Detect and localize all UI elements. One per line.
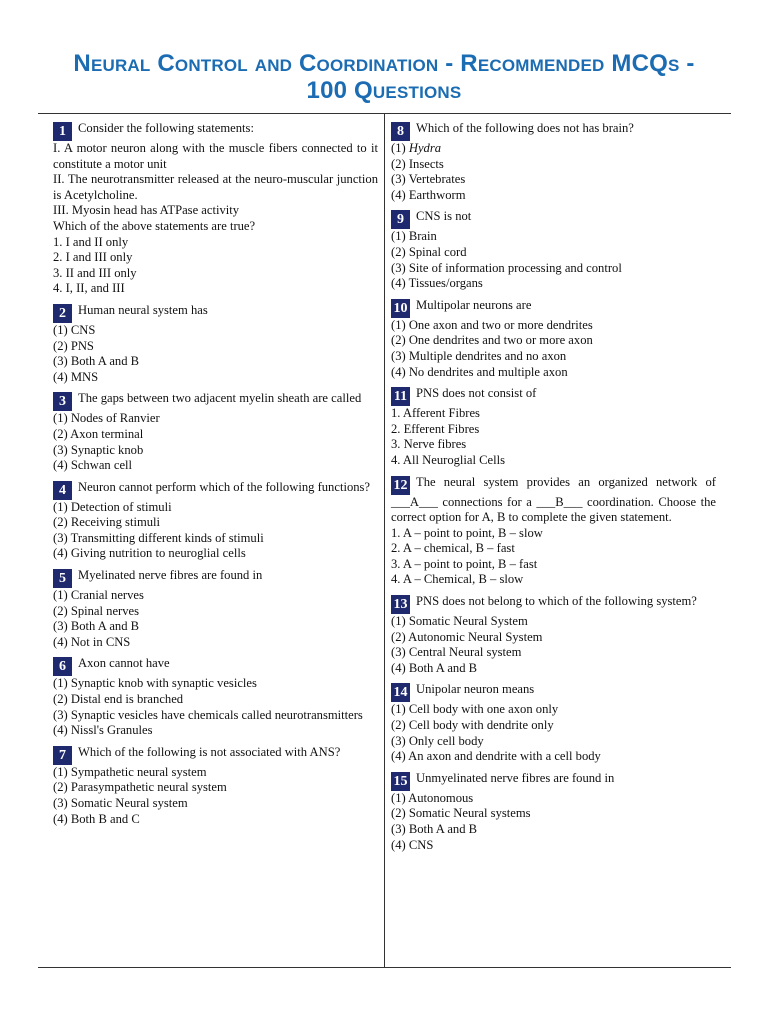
option: (1) Autonomous	[391, 790, 474, 805]
option: 2. Efferent Fibres	[391, 421, 480, 436]
title-line-1: Neural Control and Coordination - Recommended MCQs -	[73, 50, 695, 77]
title-line-2: 100 Questions	[306, 77, 462, 104]
question-number: 6	[53, 657, 72, 676]
option: 4. A – Chemical, B – slow	[391, 572, 524, 587]
option: (4) CNS	[391, 837, 434, 852]
option: (3) Both A and B	[53, 354, 140, 369]
option: (2) Spinal cord	[391, 244, 467, 259]
option: (3) Somatic Neural system	[53, 796, 188, 810]
option: (3) Both A and B	[53, 619, 140, 634]
question-9	[391, 209, 716, 291]
option: (2) Parasympathetic neural system	[53, 780, 227, 795]
question-4	[53, 480, 378, 562]
option: (2) Insects	[391, 156, 444, 171]
option: (2) Cell body with dendrite only	[391, 718, 554, 733]
option: (4) Both A and B	[391, 660, 478, 675]
column-divider	[384, 113, 385, 967]
question-stem: CNS is not	[416, 209, 472, 224]
question-stem: Human neural system has	[78, 302, 208, 317]
option: (4) Not in CNS	[53, 634, 131, 649]
question-number: 10	[391, 299, 410, 318]
option: (2) Receiving stimuli	[53, 515, 161, 530]
question-number: 5	[53, 569, 72, 588]
question-stem: Multipolar neurons are	[416, 297, 532, 312]
option: (1) Cell body with one axon only	[391, 702, 559, 717]
question-number: 8	[391, 122, 410, 141]
question-7	[53, 745, 378, 827]
option: (1) CNS	[53, 322, 96, 337]
option: (4) Both B and C	[53, 811, 140, 826]
question-number: 15	[391, 772, 410, 791]
statement: I. A motor neuron along with the muscle fibers connected to it constitute a motor unit	[53, 141, 378, 171]
question-stem: PNS does not belong to which of the following system?	[416, 594, 697, 609]
option: (4) Earthworm	[391, 187, 466, 202]
bottom-rule	[38, 967, 731, 968]
question-number: 3	[53, 392, 72, 411]
option: (1) Sympathetic neural system	[53, 764, 207, 779]
option: (3) Central Neural system	[391, 645, 522, 660]
question-stem: The neural system provides an organized network of ___A___ connections for a ___B___ coordination. Choose the correct option for A, B to complete the given statement.	[391, 474, 716, 525]
option: (3) Both A and B	[391, 822, 478, 836]
option: 4. I, II, and III	[53, 281, 125, 296]
question-1	[53, 121, 378, 297]
option: (3) Transmitting different kinds of stimuli	[53, 530, 264, 545]
option: (2) Spinal nerves	[53, 603, 140, 618]
question-15	[391, 771, 716, 853]
question-stem: Myelinated nerve fibres are found in	[78, 568, 263, 583]
statement: II. The neurotransmitter released at the neuro-muscular junction is Acetylcholine.	[53, 172, 378, 202]
option: (3) Multiple dendrites and no axon	[391, 348, 567, 363]
option: (1) One axon and two or more dendrites	[391, 317, 593, 332]
option: (1) Somatic Neural System	[391, 614, 528, 629]
option: (4) MNS	[53, 369, 99, 384]
option: 3. II and III only	[53, 265, 137, 280]
option: (1) Synaptic knob with synaptic vesicles	[53, 676, 257, 691]
option: (2) One dendrites and two or more axon	[391, 333, 593, 348]
question-10	[391, 298, 716, 380]
option: (3) Synaptic vesicles have chemicals called neurotransmitters	[53, 707, 363, 722]
option: (1) Cranial nerves	[53, 588, 144, 603]
question-number: 12	[391, 476, 410, 495]
question-number: 7	[53, 746, 72, 765]
option: 1. I and II only	[53, 234, 129, 249]
question-number: 9	[391, 210, 410, 229]
option: 3. A – point to point, B – fast	[391, 556, 538, 571]
question-stem: PNS does not consist of	[416, 386, 537, 401]
question-6	[53, 656, 378, 738]
statement: Which of the above statements are true?	[53, 218, 256, 233]
option: 3. Nerve fibres	[391, 437, 467, 452]
right-column	[391, 121, 716, 853]
option: (4) Nissl's Granules	[53, 723, 153, 738]
option: (2) Somatic Neural systems	[391, 806, 531, 821]
question-number: 11	[391, 387, 410, 406]
option: (2) PNS	[53, 338, 94, 353]
question-stem: Which of the following is not associated with ANS?	[78, 744, 341, 759]
question-14	[391, 682, 716, 764]
option: (1) Brain	[391, 229, 437, 244]
question-stem: The gaps between two adjacent myelin sheath are called	[78, 391, 362, 406]
option: (3) Synaptic knob	[53, 442, 144, 457]
question-stem: Consider the following statements:	[78, 121, 254, 135]
question-stem: Which of the following does not has brain?	[416, 121, 634, 135]
option: (1) Detection of stimuli	[53, 499, 172, 514]
question-stem: Unipolar neuron means	[416, 682, 535, 697]
left-column	[53, 121, 378, 827]
question-number: 2	[53, 304, 72, 323]
question-number: 4	[53, 481, 72, 500]
question-number: 1	[53, 122, 72, 141]
page-title	[40, 50, 728, 104]
option: (4) Schwan cell	[53, 458, 133, 473]
question-8	[391, 121, 716, 203]
question-stem: Neuron cannot perform which of the following functions?	[78, 479, 371, 494]
option: (2) Distal end is branched	[53, 692, 184, 707]
option: 2. I and III only	[53, 250, 133, 265]
question-12	[391, 475, 716, 589]
question-stem: Axon cannot have	[78, 656, 170, 671]
option: 4. All Neuroglial Cells	[391, 452, 506, 467]
question-3	[53, 391, 378, 473]
question-13	[391, 594, 716, 676]
option: 1. Afferent Fibres	[391, 406, 480, 421]
option: (4) Tissues/organs	[391, 276, 483, 291]
question-number: 13	[391, 595, 410, 614]
option: (4) Giving nutrition to neuroglial cells	[53, 546, 246, 561]
option: 1. A – point to point, B – slow	[391, 525, 543, 540]
option: (4) No dendrites and multiple axon	[391, 364, 568, 379]
question-2	[53, 303, 378, 385]
option: (4) An axon and dendrite with a cell body	[391, 749, 601, 764]
option: 2. A – chemical, B – fast	[391, 541, 515, 556]
option: (3) Site of information processing and control	[391, 260, 622, 275]
statement: III. Myosin head has ATPase activity	[53, 203, 240, 218]
question-11	[391, 386, 716, 468]
option: (2) Axon terminal	[53, 426, 144, 441]
option: (1) Nodes of Ranvier	[53, 411, 160, 426]
option: (3) Only cell body	[391, 733, 484, 748]
question-number: 14	[391, 683, 410, 702]
species-name: Hydra	[408, 141, 442, 155]
option: (1) Hydra	[391, 141, 442, 155]
option: (3) Vertebrates	[391, 172, 466, 187]
option: (2) Autonomic Neural System	[391, 629, 543, 644]
question-5	[53, 568, 378, 650]
question-stem: Unmyelinated nerve fibres are found in	[416, 770, 615, 785]
